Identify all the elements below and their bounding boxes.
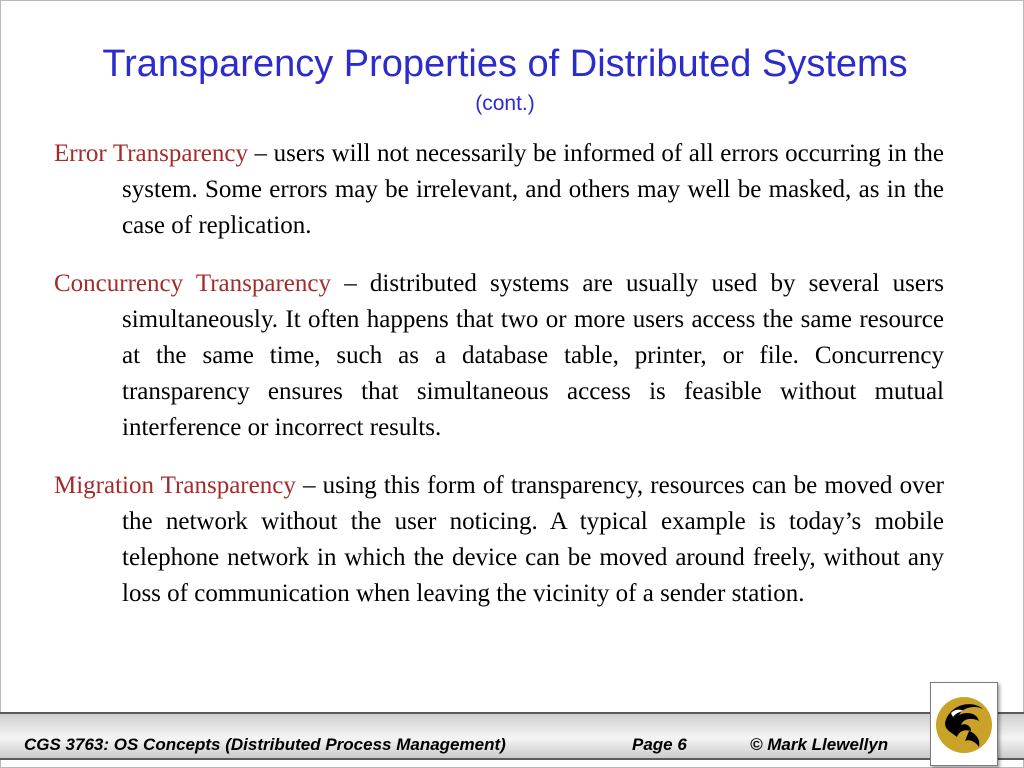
footer-page-number: Page 6 (632, 735, 687, 754)
paragraph-error-transparency (54, 136, 944, 244)
paragraph-migration-transparency (54, 468, 944, 612)
term-label: Error Transparency (54, 140, 248, 167)
logo (930, 682, 998, 766)
paragraph-concurrency-transparency (54, 266, 944, 446)
paragraph-text: – users will not necessarily be informed of all errors occurring in the system. Some errors may be irrelevant, and others may well be masked, as in the case of replication. (122, 140, 944, 239)
term-label: Concurrency Transparency (54, 270, 332, 297)
paragraph-text: – distributed systems are usually used by several users simultaneously. It often happens that two or more users access the same resource at the same time, such as a database table, printer, or file. Concurrency transparency ensures that simultaneous access is feasible without mutual interference or incorrect results. (122, 270, 944, 441)
footer-course: CGS 3763: OS Concepts (Distributed Process Management) (24, 735, 506, 754)
slide-title: Transparency Properties of Distributed Systems (102, 43, 908, 85)
slide-subtitle: (cont.) (475, 92, 535, 115)
term-label: Migration Transparency (54, 472, 296, 499)
slide-body (54, 136, 944, 634)
paragraph-text: – using this form of transparency, resources can be moved over the network without the user noticing. A typical example is today’s mobile telephone network in which the device can be moved around freely, without any loss of communication when leaving the vicinity of a sender station. (122, 472, 944, 607)
pegasus-logo-icon (931, 683, 997, 765)
footer-author: © Mark Llewellyn (750, 735, 889, 754)
